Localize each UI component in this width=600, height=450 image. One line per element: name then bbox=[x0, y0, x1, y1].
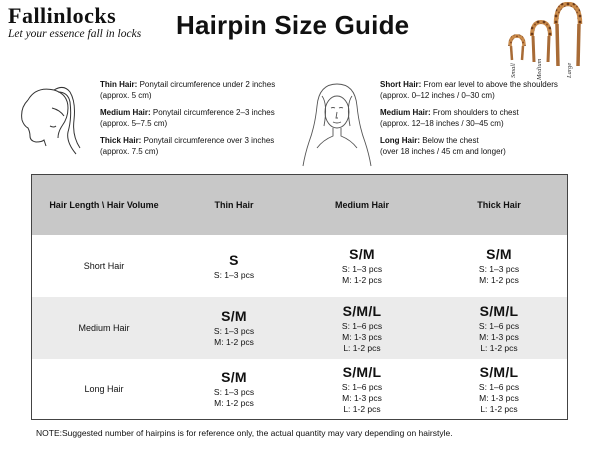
table-cell bbox=[292, 359, 432, 419]
pin-label-small: Small bbox=[510, 63, 517, 78]
pcs-line: S: 1–3 pcs bbox=[341, 264, 383, 274]
size-code: S/M bbox=[486, 246, 512, 262]
table-header-row bbox=[32, 175, 567, 236]
pcs-line: M: 1-3 pcs bbox=[479, 331, 519, 342]
pcs-line: L: 1-2 pcs bbox=[343, 342, 381, 353]
header-medium-hair: Medium Hair bbox=[334, 200, 389, 210]
size-code: S/M bbox=[221, 308, 247, 324]
desc-medium-length-hair: Medium Hair: From shoulders to chest (approx. 12–18 inches / 30–45 cm) bbox=[380, 108, 519, 128]
table-cell bbox=[432, 297, 566, 359]
ponytail-illustration bbox=[10, 78, 92, 158]
desc-medium-hair: Medium Hair: Ponytail circumference 2–3 inches (approx. 5–7.5 cm) bbox=[100, 108, 275, 128]
size-code: S/M/L bbox=[479, 363, 519, 380]
ponytail-head-icon bbox=[10, 78, 92, 158]
table-cell bbox=[432, 359, 566, 419]
pcs-line: S: 1–3 pcs bbox=[213, 387, 255, 397]
footnote: NOTE:Suggested number of hairpins is for reference only, the actual quantity may vary depending on hairstyle. bbox=[36, 428, 453, 438]
woman-face-icon bbox=[300, 78, 374, 170]
hair-length-descriptions bbox=[380, 80, 595, 164]
pin-label-large: Large bbox=[566, 62, 573, 78]
header-thin-hair: Thin Hair bbox=[214, 200, 254, 210]
pcs-line: S: 1–3 pcs bbox=[478, 264, 520, 274]
size-code: S/M bbox=[221, 369, 247, 385]
pcs-line: S: 1–6 pcs bbox=[341, 381, 383, 392]
pcs-line: M: 1-2 pcs bbox=[214, 337, 254, 347]
desc-short-hair: Short Hair: From ear level to above the shoulders (approx. 0–12 inches / 0–30 cm) bbox=[380, 80, 558, 100]
hair-length-illustration bbox=[300, 78, 374, 170]
pcs-line: L: 1-2 pcs bbox=[480, 342, 518, 353]
brand-tagline: Let your essence fall in locks bbox=[8, 28, 142, 40]
pcs-line: M: 1-2 pcs bbox=[214, 398, 254, 408]
pcs-line: S: 1–6 pcs bbox=[478, 320, 520, 331]
table-row bbox=[32, 297, 567, 359]
size-code: S bbox=[229, 251, 239, 268]
pcs-line: L: 1-2 pcs bbox=[343, 403, 381, 414]
row-label: Short Hair bbox=[83, 261, 125, 271]
pcs-line: S: 1–6 pcs bbox=[341, 320, 383, 331]
pcs-line: M: 1-2 pcs bbox=[342, 275, 382, 285]
header-thick-hair: Thick Hair bbox=[477, 200, 521, 210]
size-code: S/M/L bbox=[342, 302, 382, 319]
table-row bbox=[32, 359, 567, 419]
size-code: S/M/L bbox=[342, 363, 382, 380]
pcs-line: M: 1-3 pcs bbox=[479, 392, 519, 403]
hairpins-illustration bbox=[488, 2, 596, 80]
header-corner: Hair Length \ Hair Volume bbox=[49, 200, 159, 210]
pcs-line: S: 1–3 pcs bbox=[213, 269, 255, 280]
pcs-line: S: 1–6 pcs bbox=[478, 381, 520, 392]
table-row bbox=[32, 235, 567, 297]
desc-thin-hair: Thin Hair: Ponytail circumference under 2 inches (approx. 5 cm) bbox=[100, 80, 276, 100]
page-title: Hairpin Size Guide bbox=[176, 10, 410, 40]
row-label: Long Hair bbox=[84, 384, 124, 394]
size-guide-table bbox=[31, 174, 568, 420]
pcs-line: S: 1–3 pcs bbox=[213, 326, 255, 336]
pcs-line: L: 1-2 pcs bbox=[480, 403, 518, 414]
desc-thick-hair: Thick Hair: Ponytail circumference over 3 inches (approx. 7.5 cm) bbox=[100, 136, 275, 156]
row-label: Medium Hair bbox=[78, 323, 130, 333]
table-cell bbox=[292, 235, 432, 297]
table-cell bbox=[292, 297, 432, 359]
brand-name: Fallinlocks bbox=[8, 3, 117, 28]
hair-volume-descriptions bbox=[100, 80, 290, 164]
size-code: S/M/L bbox=[479, 302, 519, 319]
table-cell bbox=[176, 359, 292, 419]
table-cell bbox=[176, 235, 292, 297]
pcs-line: M: 1-3 pcs bbox=[342, 331, 382, 342]
pcs-line: M: 1-2 pcs bbox=[479, 275, 519, 285]
desc-long-hair: Long Hair: Below the chest (over 18 inches / 45 cm and longer) bbox=[380, 136, 506, 156]
brand-logo bbox=[8, 4, 141, 40]
size-code: S/M bbox=[349, 246, 375, 262]
pcs-line: M: 1-3 pcs bbox=[342, 392, 382, 403]
table-cell bbox=[432, 235, 566, 297]
table-cell bbox=[176, 297, 292, 359]
pin-label-medium: Medium bbox=[536, 58, 543, 80]
